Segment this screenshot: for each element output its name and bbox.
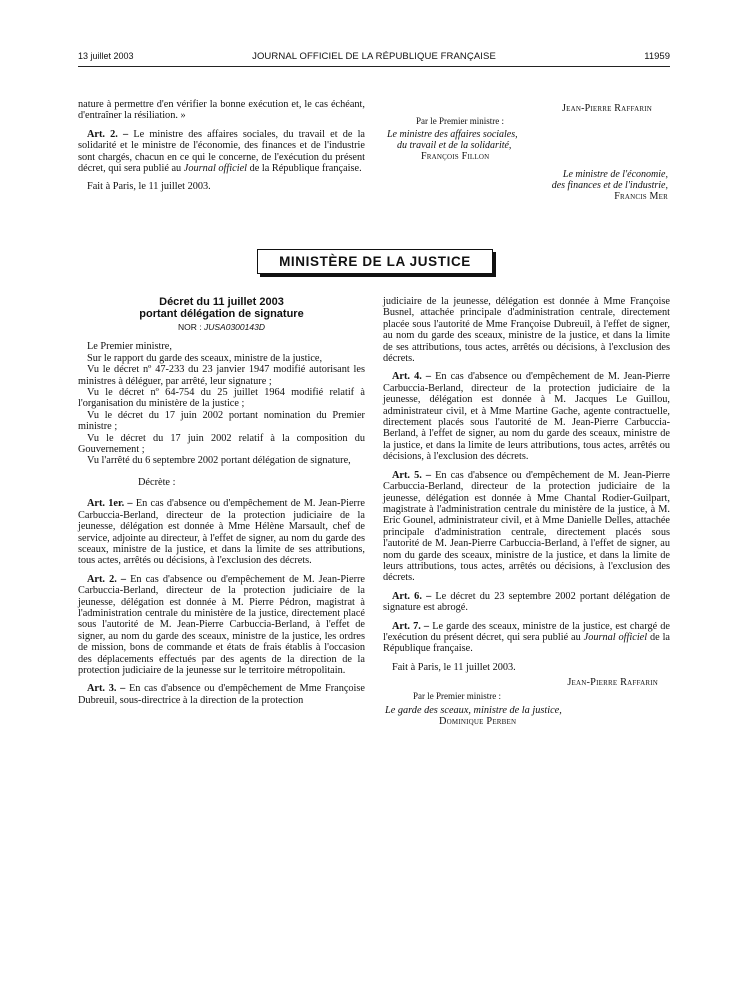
preamble-line: Sur le rapport du garde des sceaux, ministre de la justice, — [87, 352, 323, 364]
article-text: Le garde des sceaux, ministre de la justice, est chargé de l'exécution du présent décret, qui sera publié au — [383, 620, 670, 643]
header-date: 13 juillet 2003 — [78, 51, 134, 61]
article-label: Art. 5. – — [392, 469, 432, 481]
prev-minister1-title-1: Le ministre des affaires sociales, — [387, 129, 518, 140]
article-label: Art. 7. – — [392, 620, 430, 632]
decree-by-pm: Par le Premier ministre : — [413, 690, 501, 701]
ministry-heading: MINISTÈRE DE LA JUSTICE — [257, 249, 493, 274]
prev-decree-text — [78, 99, 365, 193]
decree-minister-name: Dominique Perben — [439, 716, 517, 728]
article-text: En cas d'absence ou d'empêchement de M. Jean-Pierre Carbuccia-Berland, directeur de la protection judiciaire de la jeunesse, délégation est donnée à M. Pierre Pédron, magistrat à l'administration centrale du ministère de la justice, directement placé sous l'autorité de M. Jean-Pierre Carbuccia-Berland, à l'effet de signer, au nom du garde des sceaux, ministre de la justice, les ordres de mission, bons de commande et états de frais établis à l'occasion des déplacements effectués par des agents de la direction de la protection judiciaire de la jeunesse sur le territoire métropolitain. — [78, 573, 365, 676]
decree-signatory: Jean-Pierre Raffarin — [567, 677, 658, 689]
article-5 — [383, 470, 670, 584]
article-text: de la République française. — [247, 163, 362, 175]
preamble-line: Vu le décret nº 64-754 du 25 juillet 1964 modifié relatif à l'organisation du ministère de la justice ; — [78, 387, 365, 410]
nor-label: NOR : — [178, 322, 204, 332]
journal-title: JOURNAL OFFICIEL DE LA RÉPUBLIQUE FRANÇAISE — [252, 51, 496, 62]
prev-minister1-name: François Fillon — [421, 151, 490, 162]
article-text: En cas d'absence ou d'empêchement de Mme Françoise Dubreuil, sous-directrice à la direction de la protection — [78, 683, 365, 706]
journal-officiel-ref: Journal officiel — [583, 631, 648, 643]
article-6 — [383, 591, 670, 614]
header-rule — [78, 66, 670, 67]
decree-title-line-2: portant délégation de signature — [139, 308, 304, 320]
article-label: Art. 2. – — [87, 128, 129, 140]
decree-right-column — [383, 296, 670, 728]
article-text: Le ministre des affaires sociales, du travail et de la solidarité et le ministre de l'économie, des finances et de l'industrie sont chargés, chacun en ce qui le concerne, de l'exécution du présent décret, qui sera publié au — [78, 128, 366, 175]
decree-minister-title: Le garde des sceaux, ministre de la justice, — [385, 705, 562, 716]
decree-left-column — [78, 296, 365, 706]
article-text: En cas d'absence ou d'empêchement de M. Jean-Pierre Carbuccia-Berland, directeur de la protection judiciaire de la jeunesse, délégation est donnée à Mme Hélène Marsault, chef de service, adjointe au directeur, à l'effet de signer, au nom du garde des sceaux, ministre de la justice, et dans la limite de ses attributions, tous actes, arrêtés ou décisions, à l'exclusion des décrets. — [78, 498, 365, 567]
prev-decree-done-at: Fait à Paris, le 11 juillet 2003. — [87, 181, 211, 193]
article-label: Art. 4. – — [392, 371, 432, 383]
prev-decree-para-end: nature à permettre d'en vérifier la bonne exécution et, le cas échéant, d'entraîner la résiliation. » — [78, 99, 365, 122]
preamble-line: Vu le décret du 17 juin 2002 portant nomination du Premier ministre ; — [78, 409, 365, 433]
page-number: 11959 — [644, 51, 670, 62]
article-text: En cas d'absence ou d'empêchement de M. Jean-Pierre Carbuccia-Berland, directeur de la protection judiciaire de la jeunesse, délégation est donnée à Mme Chantal Rodier-Guilpart, magistrate à l'administration centrale du ministère de la justice, à M. Eric Gounel, administrateur civil, et à Mme Danielle Delles, attachée principale d'administration centrale, directement placés sous l'autorité de M. Jean-Pierre Carbuccia-Berland, à l'effet de signer, au nom du garde des sceaux, ministre de la justice, et dans la limite de leurs attributions, tous actes, arrêtés ou décisions, à l'exclusion des décrets. — [383, 469, 670, 584]
article-label: Art. 1er. – — [87, 498, 133, 510]
article-label: Art. 2. – — [87, 573, 127, 585]
prev-by-pm: Par le Premier ministre : — [416, 116, 504, 126]
decree-title-line-1: Décret du 11 juillet 2003 — [159, 296, 284, 308]
article-7 — [383, 621, 670, 655]
preamble-line: Vu l'arrêté du 6 septembre 2002 portant délégation de signature, — [87, 455, 351, 467]
prev-minister2-title-1: Le ministre de l'économie, — [562, 169, 668, 180]
prev-minister1-title-2: du travail et de la solidarité, — [397, 140, 512, 151]
prev-minister2-name: Francis Mer — [614, 191, 668, 202]
article-2 — [78, 574, 365, 677]
decrete-label: Décrète : — [138, 476, 176, 488]
decree-title — [78, 296, 365, 320]
article-text: Le décret du 23 septembre 2002 portant délégation de signature est abrogé. — [383, 590, 670, 614]
nor-reference — [78, 322, 365, 333]
nor-code: JUSA0300143D — [204, 322, 265, 332]
preamble-line: Vu le décret nº 47-233 du 23 janvier 1947 modifié autorisant les ministres à déléguer, par arrêté, leur signature ; — [78, 364, 365, 387]
article-label: Art. 3. – — [87, 683, 126, 695]
prev-minister2-title-2: des finances et de l'industrie, — [551, 180, 668, 191]
decree-done-at: Fait à Paris, le 11 juillet 2003. — [392, 661, 516, 673]
article-3-continued: judiciaire de la jeunesse, délégation est donnée à Mme Françoise Busnel, attachée principale d'administration centrale, directement placée sous l'autorité de Mme Françoise Dubreuil, à l'effet de signer, au nom du garde des sceaux, ministre de la justice, et dans la limite de ses attributions, tous actes, arrêtés ou décisions, à l'exclusion des décrets. — [383, 296, 670, 365]
article-4 — [383, 371, 670, 462]
page-header — [78, 51, 670, 67]
article-text: En cas d'absence ou d'empêchement de M. Jean-Pierre Carbuccia-Berland, directeur de la protection judiciaire de la jeunesse, délégation est donnée à M. Jacques Le Guillou, administrateur civil, et à Mme Martine Gache, agente contractuelle, directement placés sous l'autorité de M. Jean-Pierre Carbuccia-Berland, à l'effet de signer, au nom du garde des sceaux, ministre de la justice, et dans la limite de leurs attributions, tous actes, arrêtés ou décisions, à l'exclusion des décrets. — [383, 371, 670, 463]
article-1 — [78, 498, 365, 566]
preamble-line: Le Premier ministre, — [87, 341, 172, 353]
prev-decree-article-2 — [78, 129, 365, 175]
journal-officiel-ref: Journal officiel — [183, 163, 247, 175]
article-text: de la République française. — [383, 631, 671, 655]
prev-signatory: Jean-Pierre Raffarin — [562, 103, 652, 114]
article-3-start — [78, 683, 365, 706]
article-label: Art. 6. – — [392, 590, 432, 602]
preamble-line: Vu le décret du 17 juin 2002 relatif à la composition du Gouvernement ; — [78, 432, 365, 456]
